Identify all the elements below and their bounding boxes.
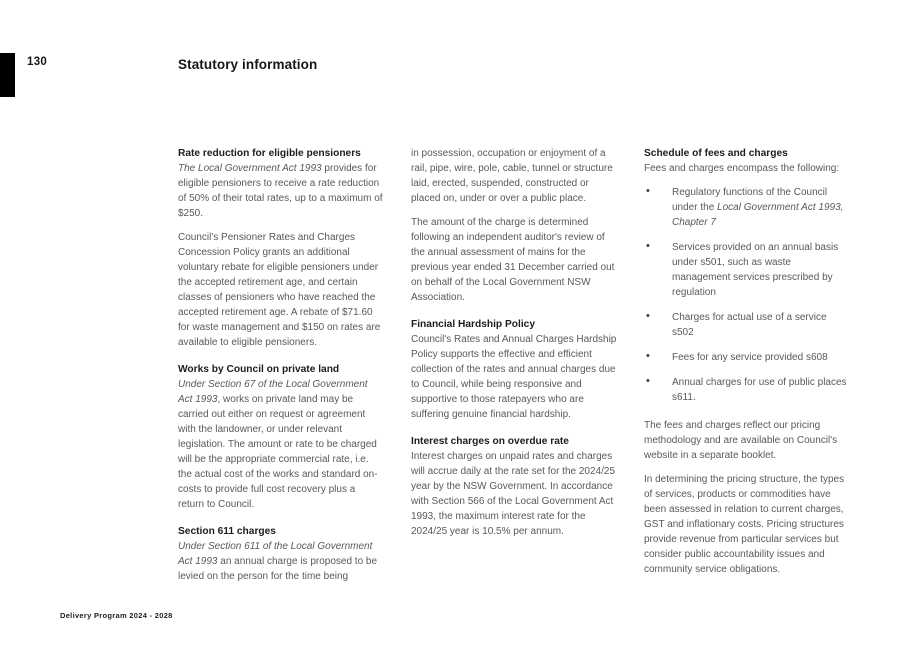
text-column-2	[411, 146, 617, 593]
text-run: an annual charge is proposed to be levied on the person for the time being	[178, 556, 378, 582]
page-number: 130	[27, 56, 48, 68]
italic-text-run: Local Government Act 1993, Chapter 7	[672, 202, 844, 228]
bullet-list	[644, 185, 850, 405]
text-run: Council's Rates and Annual Charges Hardship Policy supports the effective and efficient collection of the rates and annual charges due to Council, while being responsive and supportive to those ratepayers who are suffering genuine financial hardship.	[411, 334, 617, 420]
text-run: provides for eligible pensioners to receive a rate reduction of 50% of their total rates, up to a maximum of $250.	[178, 163, 383, 219]
body-paragraph	[411, 332, 617, 422]
section-heading: Rate reduction for eligible pensioners	[178, 148, 361, 159]
body-paragraph	[644, 161, 850, 176]
text-run: Services provided on an annual basis under s501, such as waste management services prescribed by regulation	[672, 242, 839, 298]
text-run: The fees and charges reflect our pricing methodology and are available on Council's website in a separate booklet.	[644, 420, 838, 461]
footer-document-title: Delivery Program 2024 - 2028	[60, 611, 173, 620]
bullet-item	[644, 375, 850, 405]
text-run: Fees and charges encompass the following:	[644, 163, 840, 174]
section-heading: Interest charges on overdue rate	[411, 436, 569, 447]
body-paragraph	[178, 539, 384, 584]
text-run: Regulatory functions of the Council under the	[672, 187, 828, 213]
text-run: Interest charges on unpaid rates and charges will accrue daily at the rate set for the 2024/25 year by the NSW Government. In accordance with Section 566 of the Local Government Act 1993, the maximum interest rate for the 2024/25 year is 10.5% per annum.	[411, 451, 616, 537]
body-paragraph	[411, 449, 617, 539]
text-run: , works on private land may be carried out either on request or agreement with the landowner, or under relevant legislation. The amount or rate to be charged will be the appropriate commercial rate, i.e. the actual cost of the works and standard on-costs to provide full cost recovery plus a return to Council.	[178, 394, 378, 510]
text-run: in possession, occupation or enjoyment of a rail, pipe, wire, pole, cable, tunnel or structure laid, erected, suspended, constructed or placed on, under or over a public place.	[411, 148, 613, 204]
bullet-item	[644, 240, 850, 300]
text-column-3	[644, 146, 850, 593]
text-run: Annual charges for use of public places s611.	[672, 377, 847, 403]
section-heading: Financial Hardship Policy	[411, 319, 535, 330]
section-heading: Schedule of fees and charges	[644, 148, 788, 159]
text-run: Fees for any service provided s608	[672, 352, 828, 363]
body-paragraph	[644, 472, 850, 577]
bullet-item	[644, 310, 850, 340]
text-column-1	[178, 146, 384, 593]
text-run: In determining the pricing structure, the types of services, products or commodities have been assessed in relation to current charges, GST and inflationary costs. Pricing structures provide revenue from particular services but consider public accountability issues and community service obligations.	[644, 474, 845, 575]
italic-text-run: Under Section 67 of the Local Government Act 1993	[178, 379, 368, 405]
body-paragraph	[411, 215, 617, 305]
bullet-item	[644, 350, 850, 365]
section-heading: Works by Council on private land	[178, 364, 340, 375]
body-paragraph	[411, 146, 617, 206]
bullet-item	[644, 185, 850, 230]
page-edge-tab-marker	[0, 53, 15, 97]
body-paragraph	[178, 161, 384, 221]
body-paragraph	[178, 230, 384, 350]
italic-text-run: Under Section 611 of the Local Government Act 1993	[178, 541, 373, 567]
text-run: The amount of the charge is determined following an independent auditor's review of the annual assessment of mains for the previous year ended 31 December carried out on behalf of the Local Government NSW Association.	[411, 217, 615, 303]
content-columns	[178, 146, 878, 593]
body-paragraph	[178, 377, 384, 512]
text-run: Council's Pensioner Rates and Charges Concession Policy grants an additional voluntary rebate for eligible pensioners under the accepted retirement age, and certain classes of pensioners who have reached the accepted retirement age. A rebate of $71.60 for waste management and $150 on rates are available to eligible pensioners.	[178, 232, 381, 348]
section-heading: Section 611 charges	[178, 526, 276, 537]
body-paragraph	[644, 418, 850, 463]
text-run: Charges for actual use of a service s502	[672, 312, 827, 338]
italic-text-run: The Local Government Act 1993	[178, 163, 322, 174]
page-title: Statutory information	[178, 57, 318, 72]
